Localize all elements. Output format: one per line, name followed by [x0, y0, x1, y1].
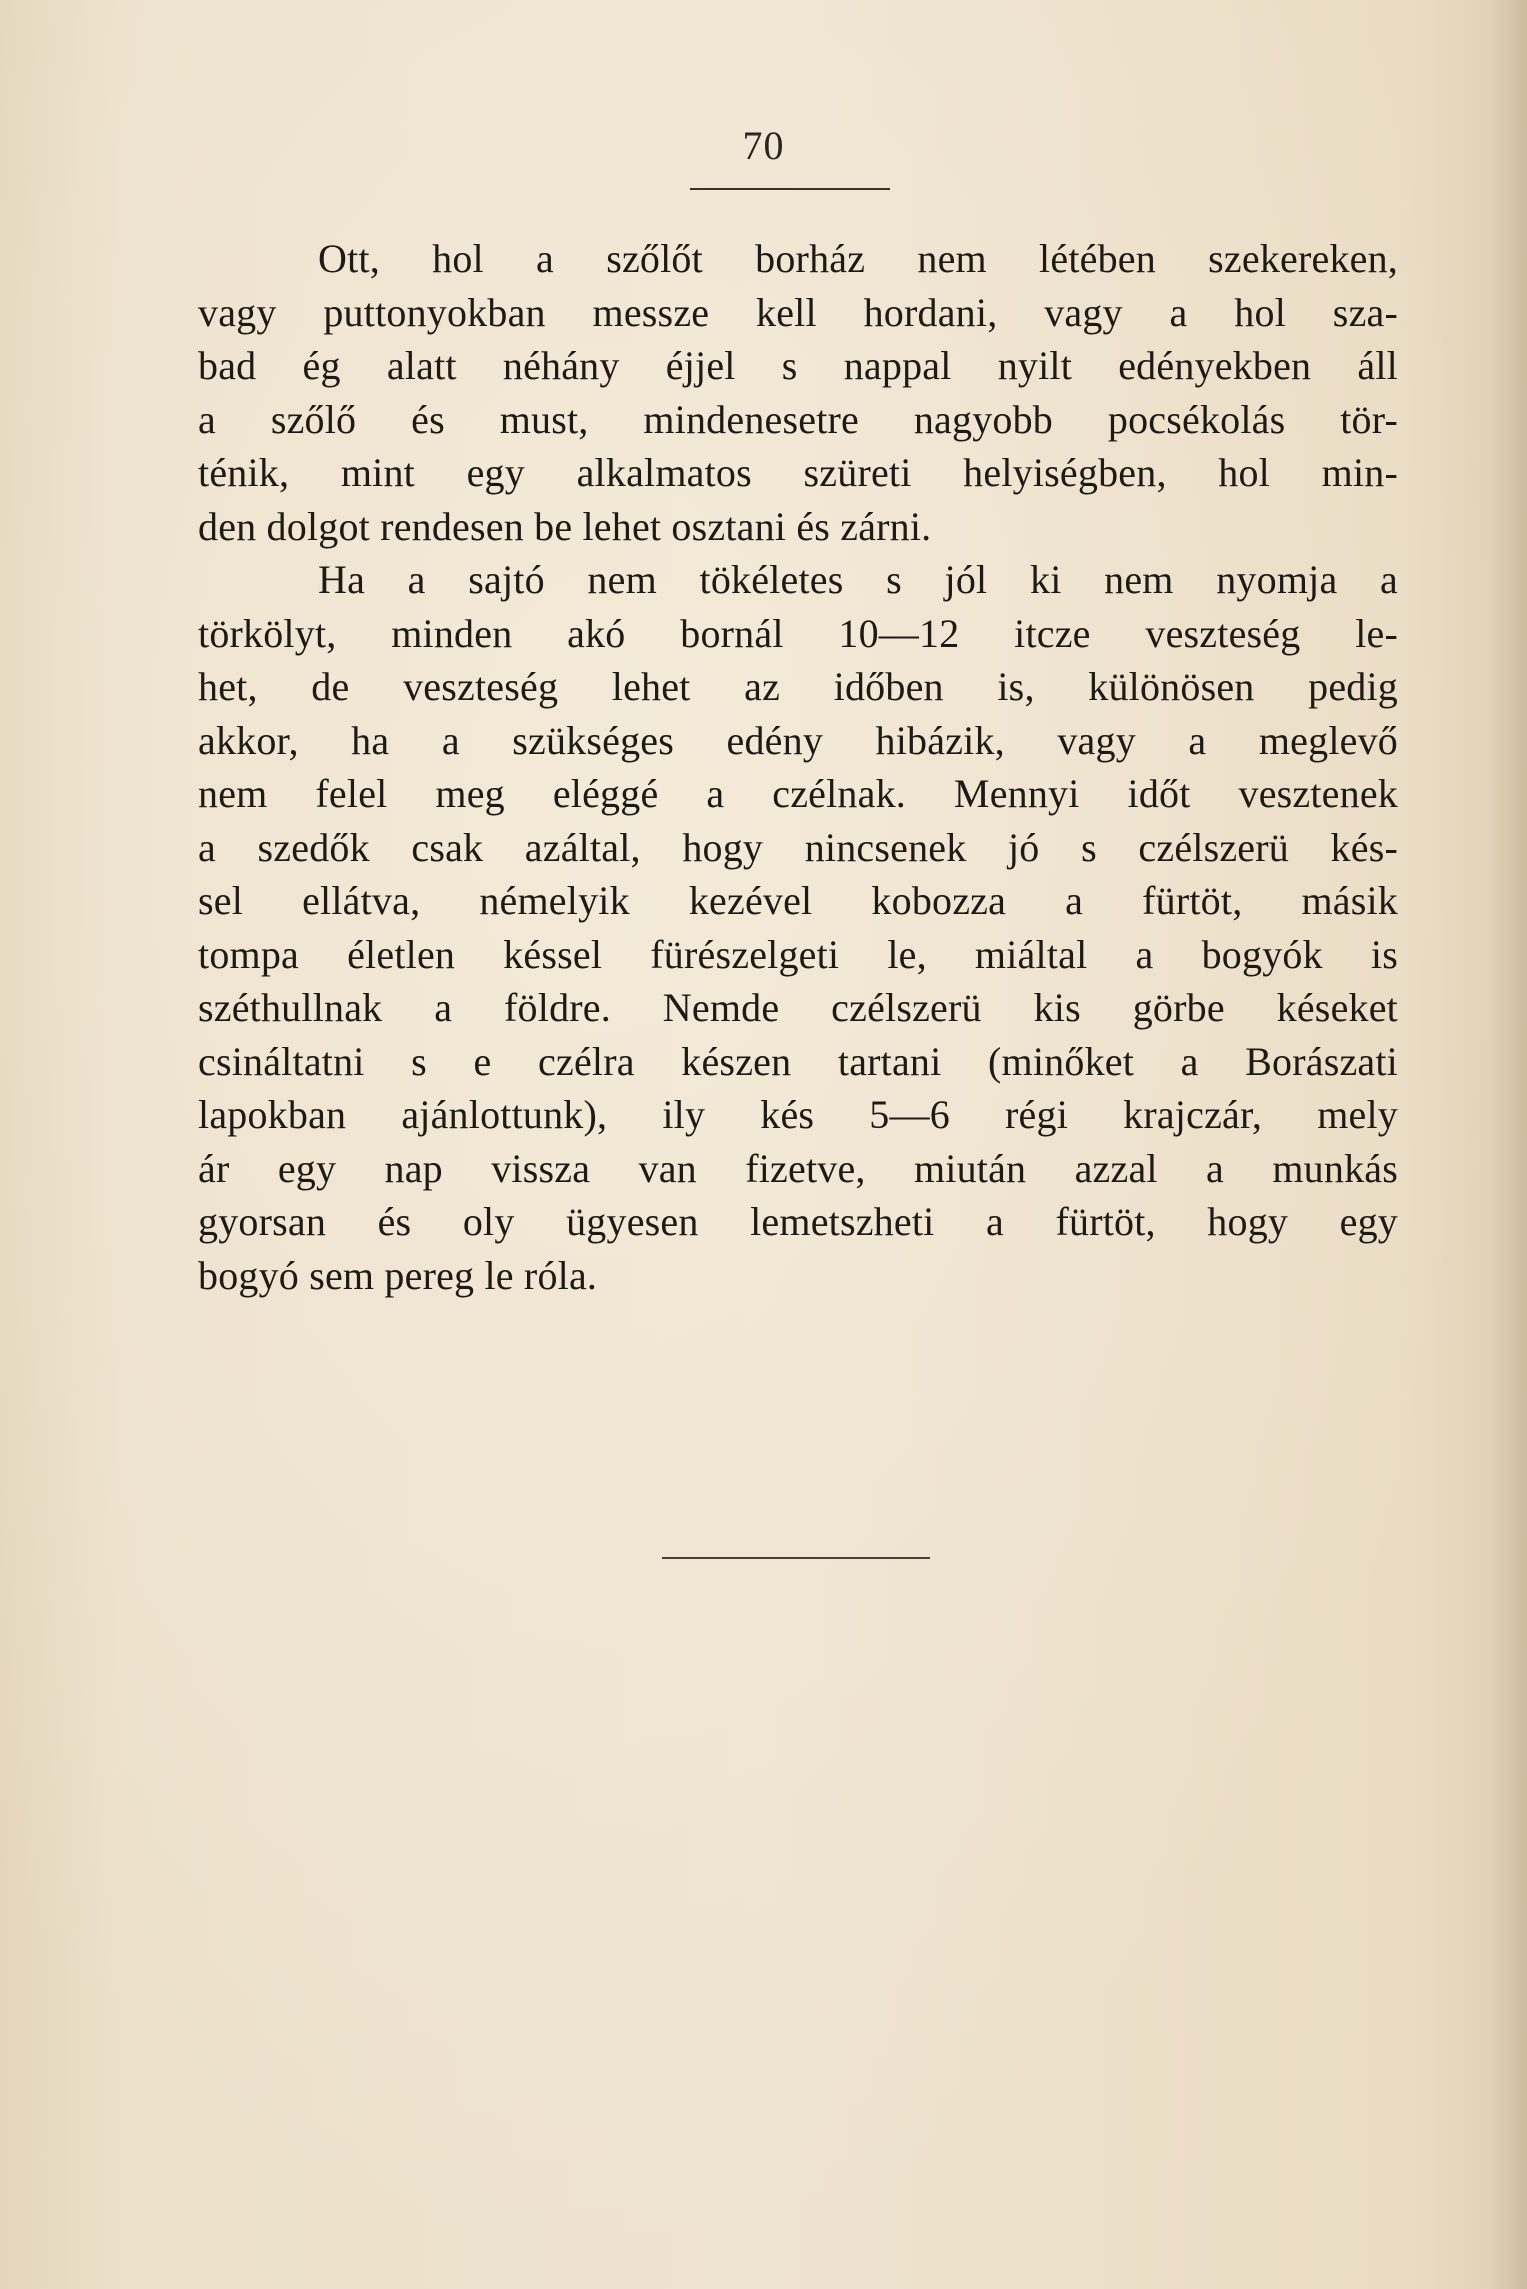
- text-line: ár egy nap vissza van fizetve, miután azzal a munkás: [198, 1145, 1398, 1191]
- page-number: 70: [742, 123, 785, 168]
- text-line: sel ellátva, némelyik kezével kobozza a fürtöt, másik: [198, 878, 1398, 923]
- body-text: [198, 232, 1398, 1302]
- section-end-rule: [662, 1557, 930, 1559]
- text-line: ténik, mint egy alkalmatos szüreti helyiségben, hol min-: [198, 450, 1398, 495]
- text-line: csináltatni s e czélra készen tartani (minőket a Borászati: [198, 1038, 1398, 1084]
- text-line: het, de veszteség lehet az időben is, különösen pedig: [198, 664, 1398, 709]
- text-line: lapokban ajánlottunk), ily kés 5—6 régi krajczár, mely: [198, 1092, 1398, 1137]
- text-line: Ha a sajtó nem tökéletes s jól ki nem nyomja a: [318, 557, 1398, 602]
- text-line: nem felel meg eléggé a czélnak. Mennyi időt vesztenek: [198, 771, 1398, 816]
- text-line: a szőlő és must, mindenesetre nagyobb pocsékolás tör-: [198, 396, 1398, 442]
- text-line: gyorsan és oly ügyesen lemetszheti a fürtöt, hogy egy: [198, 1199, 1398, 1244]
- text-line: törkölyt, minden akó bornál 10—12 itcze veszteség le-: [198, 610, 1398, 656]
- text-line: vagy puttonyokban messze kell hordani, vagy a hol sza-: [198, 289, 1398, 335]
- text-line: akkor, ha a szükséges edény hibázik, vagy a meglevő: [198, 717, 1398, 763]
- text-line: bad ég alatt néhány éjjel s nappal nyilt edényekben áll: [198, 343, 1398, 388]
- header-rule: [690, 188, 890, 190]
- text-line: Ott, hol a szőlőt borház nem létében szekereken,: [318, 236, 1398, 281]
- text-line: széthullnak a földre. Nemde czélszerü kis görbe késeket: [198, 985, 1398, 1030]
- page-edge-shadow: [1487, 0, 1527, 2289]
- text-line: den dolgot rendesen be lehet osztani és zárni.: [198, 503, 932, 549]
- text-line: bogyó sem pereg le róla.: [198, 1252, 598, 1298]
- text-line: tompa életlen késsel fürészelgeti le, miáltal a bogyók is: [198, 931, 1398, 977]
- text-line: a szedők csak azáltal, hogy nincsenek jó s czélszerü kés-: [198, 824, 1398, 870]
